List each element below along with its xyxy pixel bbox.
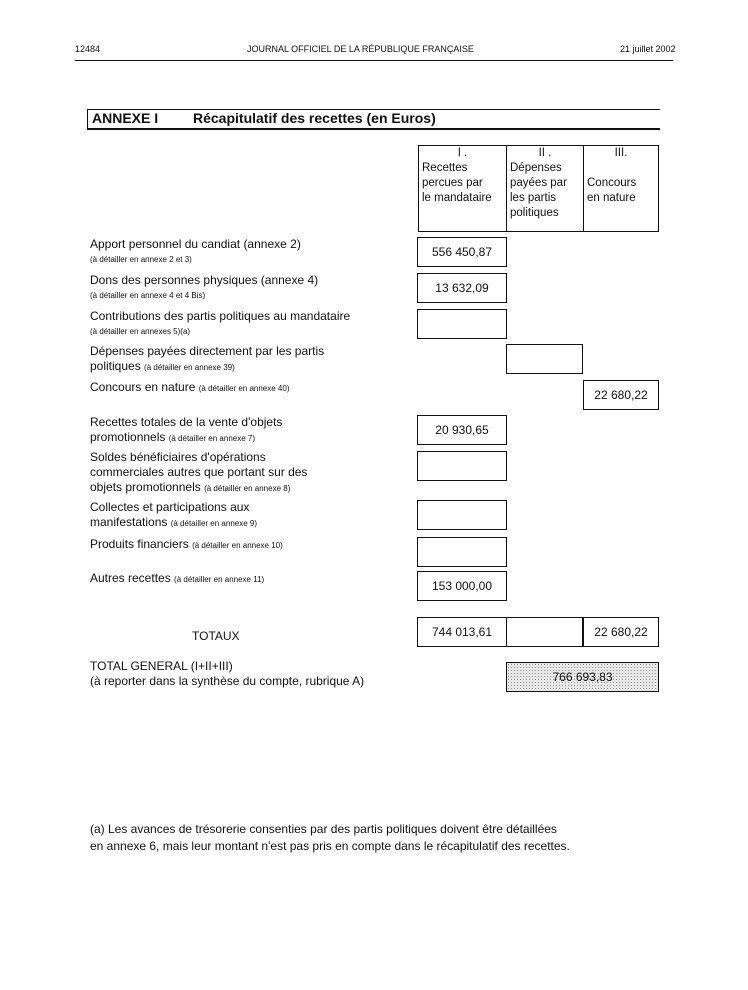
- column-line: en nature: [587, 192, 636, 204]
- column-number: III.: [614, 147, 628, 159]
- column-header-recettes: [418, 145, 507, 232]
- grand-total-sub: (à reporter dans la synthèse du compte, rubrique A): [90, 674, 365, 688]
- row-soldes-beneficiaires: [90, 450, 390, 496]
- row-label: objets promotionnels: [90, 480, 201, 494]
- total-concours: 22 680,22: [583, 617, 659, 647]
- column-header-concours: [583, 145, 659, 232]
- footnote-line: (a) Les avances de trésorerie consenties par des partis politiques doivent être détaillées: [90, 822, 557, 836]
- column-line: Dépenses: [510, 162, 562, 174]
- value-box: 22 680,22: [583, 380, 659, 410]
- row-produits-financiers: [90, 537, 390, 553]
- grand-total-label: [90, 659, 364, 689]
- row-label: promotionnels: [90, 430, 166, 444]
- row-label: commerciales autres que portant sur des: [90, 465, 308, 479]
- row-label: Produits financiers: [90, 537, 189, 551]
- footnote: [90, 821, 610, 855]
- row-label: Autres recettes: [90, 571, 171, 585]
- row-note: (à détailler en annexe 2 et 3): [90, 255, 192, 264]
- row-label: Soldes bénéficiaires d'opérations: [90, 450, 266, 464]
- row-note: (à détailler en annexe 4 et 4 Bis): [90, 291, 206, 300]
- value-box: [417, 537, 507, 567]
- header-rule: [75, 60, 673, 61]
- value-box: 20 930,65: [417, 415, 507, 445]
- value-box: 153 000,00: [417, 571, 507, 601]
- row-note: (à détailler en annexe 39): [144, 363, 235, 372]
- row-note: (à détailler en annexe 9): [170, 519, 257, 528]
- total-depenses: [506, 617, 583, 647]
- column-header-depenses: [506, 145, 584, 232]
- publication-date: 21 juillet 2002: [620, 44, 676, 54]
- column-line: payées par: [510, 177, 567, 189]
- grand-total-value: 766 693,83: [506, 662, 659, 692]
- row-note: (à détailler en annexes 5)(a): [90, 327, 191, 336]
- page-number: 12484: [75, 44, 101, 54]
- footnote-line: en annexe 6, mais leur montant n'est pas pris en compte dans le récapitulatif des recettes.: [90, 839, 570, 853]
- row-label: Collectes et participations aux: [90, 500, 250, 514]
- totals-label: TOTAUX: [192, 629, 240, 643]
- row-concours-nature: [90, 380, 390, 396]
- row-contributions: [90, 309, 390, 339]
- value-box: [417, 451, 507, 481]
- column-line: Recettes: [422, 162, 468, 174]
- row-collectes: [90, 500, 390, 531]
- row-label: Dons des personnes physiques (annexe 4): [90, 273, 319, 287]
- row-note: (à détailler en annexe 40): [198, 384, 290, 393]
- row-label: manifestations: [90, 515, 168, 529]
- annex-bottom-rule: [87, 128, 660, 130]
- column-line: Concours: [587, 177, 637, 189]
- value-box: [506, 344, 583, 374]
- row-note: (à détailler en annexe 11): [174, 575, 265, 584]
- total-recettes: 744 013,61: [417, 617, 507, 647]
- annex-title: Récapitulatif des recettes (en Euros): [193, 110, 436, 126]
- annex-left-rule: [87, 110, 88, 128]
- column-number: I .: [457, 147, 468, 159]
- row-dons: [90, 273, 390, 303]
- column-line: les partis: [510, 192, 557, 204]
- column-line: politiques: [510, 207, 559, 219]
- row-depenses-partis: [90, 344, 390, 375]
- row-label: Dépenses payées directement par les partis: [90, 344, 325, 358]
- row-objets-promotionnels: [90, 415, 390, 446]
- row-note: (à détailler en annexe 7): [168, 434, 255, 443]
- row-label: politiques: [90, 359, 141, 373]
- value-box: [417, 309, 507, 339]
- value-box: [417, 500, 507, 530]
- journal-title: JOURNAL OFFICIEL DE LA RÉPUBLIQUE FRANÇAISE: [247, 44, 474, 54]
- row-label: Apport personnel du candiat (annexe 2): [90, 237, 301, 251]
- row-label: Recettes totales de la vente d'objets: [90, 415, 283, 429]
- row-note: (à détailler en annexe 10): [192, 541, 283, 550]
- row-note: (à détailler en annexe 8): [204, 484, 291, 493]
- value-box: 556 450,87: [417, 237, 507, 267]
- grand-total-title: TOTAL GENERAL (I+II+III): [90, 659, 233, 673]
- column-line: percues par: [422, 177, 483, 189]
- row-label: Concours en nature: [90, 380, 196, 394]
- column-line: le mandataire: [422, 192, 492, 204]
- row-label: Contributions des partis politiques au mandataire: [90, 309, 351, 323]
- row-apport-personnel: [90, 237, 390, 267]
- value-box: 13 632,09: [417, 273, 507, 303]
- row-autres-recettes: [90, 571, 390, 587]
- column-number: II .: [538, 147, 552, 159]
- annex-label: ANNEXE I: [92, 110, 159, 126]
